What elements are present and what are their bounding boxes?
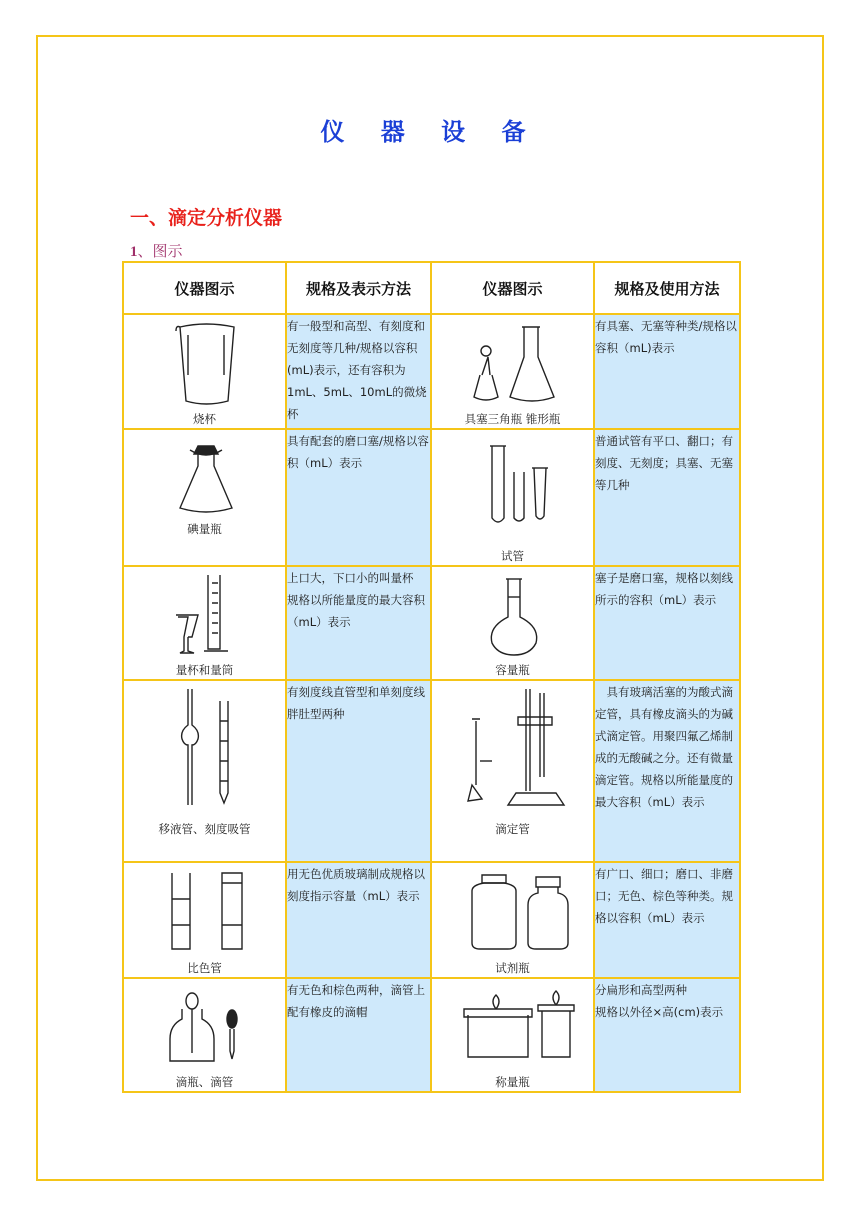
subsection-label: 、图示 xyxy=(137,242,183,260)
colorimetric-tube-description: 用无色优质玻璃制成规格以刻度指示容量（mL）表示 xyxy=(286,862,431,978)
reagent-bottle-picture-cell xyxy=(431,862,594,978)
reagent-bottle-description: 有广口、细口；磨口、非磨口；无色、棕色等种类。规格以容积（mL）表示 xyxy=(594,862,740,978)
pipette-caption: 移液管、刻度吸管 xyxy=(158,822,251,836)
weighing-bottle-description: 分扁形和高型两种 规格以外径×高(cm)表示 xyxy=(594,978,740,1092)
volumetric-flask-description: 塞子是磨口塞，规格以刻线所示的容积（mL）表示 xyxy=(594,566,740,680)
volumetric-flask-picture-cell xyxy=(431,566,594,680)
conical-flask-caption: 具塞三角瓶 锥形瓶 xyxy=(464,412,561,426)
burette-illustration xyxy=(432,681,595,821)
dropping-bottle-description: 有无色和棕色两种，滴管上配有橡皮的滴帽 xyxy=(286,978,431,1092)
header-left-picture: 仪器图示 xyxy=(123,262,286,314)
page-title: 仪 器 设 备 xyxy=(320,118,540,146)
reagent-bottle-illustration xyxy=(432,863,595,958)
header-left-spec: 规格及表示方法 xyxy=(286,262,431,314)
table-row xyxy=(123,429,740,566)
conical-flask-description: 有具塞、无塞等种类/规格以容积（mL)表示 xyxy=(594,314,740,429)
dropping-bottle-caption: 滴瓶、滴管 xyxy=(175,1075,234,1089)
table-row xyxy=(123,862,740,978)
test-tube-description: 普通试管有平口、翻口；有刻度、无刻度；具塞、无塞等几种 xyxy=(594,429,740,566)
graduated-cylinder-description: 上口大，下口小的叫量杯 规格以所能量度的最大容积（mL）表示 xyxy=(286,566,431,680)
burette-picture-cell xyxy=(431,680,594,862)
burette-description: 具有玻璃活塞的为酸式滴定管，具有橡皮滴头的为碱式滴定管。用聚四氟乙烯制成的无酸碱之分。还有微量滴定管。规格以所能量度的最大容积（mL）表示 xyxy=(594,680,740,862)
colorimetric-tube-caption: 比色管 xyxy=(187,961,222,975)
header-right-picture: 仪器图示 xyxy=(431,262,594,314)
beaker-description: 有一般型和高型、有刻度和无刻度等几种/规格以容积(mL)表示，还有容积为1mL、5mL、10mL的微烧杯 xyxy=(286,314,431,429)
graduated-cylinder-picture-cell xyxy=(123,566,286,680)
test-tube-caption: 试管 xyxy=(501,549,524,563)
table-row xyxy=(123,314,740,429)
instrument-table xyxy=(122,261,741,1093)
iodine-flask-description: 具有配套的磨口塞/规格以容积（mL）表示 xyxy=(286,429,431,566)
weighing-bottle-caption: 称量瓶 xyxy=(495,1075,530,1089)
volumetric-flask-illustration xyxy=(432,567,595,662)
subsection-heading xyxy=(130,240,183,261)
weighing-bottle-illustration xyxy=(432,979,595,1074)
test-tube-illustration xyxy=(432,430,595,540)
header-right-spec: 规格及使用方法 xyxy=(594,262,740,314)
test-tube-picture-cell xyxy=(431,429,594,566)
graduated-cylinder-illustration xyxy=(124,567,287,662)
conical-flask-picture-cell xyxy=(431,314,594,429)
iodine-flask-caption: 碘量瓶 xyxy=(187,522,222,536)
weighing-bottle-picture-cell xyxy=(431,978,594,1092)
dropping-bottle-illustration xyxy=(124,979,287,1074)
iodine-flask-illustration xyxy=(124,430,287,520)
pipette-description: 有刻度线直管型和单刻度线胖肚型两种 xyxy=(286,680,431,862)
table-row xyxy=(123,566,740,680)
subsection-number: 1 xyxy=(130,244,138,260)
table-row xyxy=(123,680,740,862)
burette-caption: 滴定管 xyxy=(495,822,530,836)
pipette-picture-cell xyxy=(123,680,286,862)
conical-flask-illustration xyxy=(432,315,595,410)
table-header-row xyxy=(123,262,740,314)
beaker-illustration xyxy=(124,315,287,410)
colorimetric-tube-picture-cell xyxy=(123,862,286,978)
dropping-bottle-picture-cell xyxy=(123,978,286,1092)
section-heading: 一、滴定分析仪器 xyxy=(130,207,283,229)
pipette-illustration xyxy=(124,681,287,821)
beaker-caption: 烧杯 xyxy=(193,412,216,426)
colorimetric-tube-illustration xyxy=(124,863,287,958)
volumetric-flask-caption: 容量瓶 xyxy=(495,663,530,677)
table-row xyxy=(123,978,740,1092)
graduated-cylinder-caption: 量杯和量筒 xyxy=(175,663,234,677)
beaker-picture-cell xyxy=(123,314,286,429)
iodine-flask-picture-cell xyxy=(123,429,286,566)
reagent-bottle-caption: 试剂瓶 xyxy=(495,961,530,975)
